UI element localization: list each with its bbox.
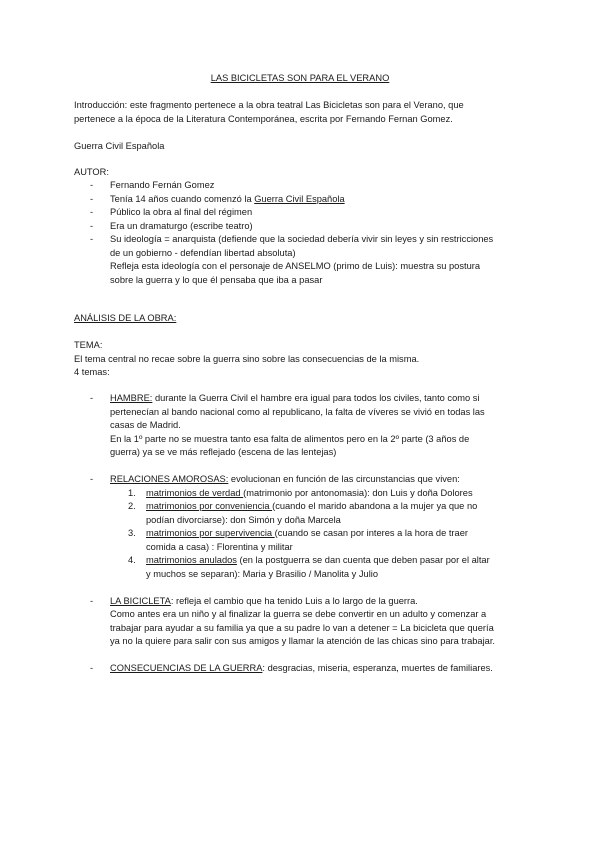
temas-list [74,392,544,676]
tema-heading: TEMA: [74,340,103,350]
relaciones-label: RELACIONES AMOROSAS: [110,474,229,484]
autor-list [74,179,544,287]
list-item: 2. matrimonios por conveniencia (cuando el marido abandona a la mujer ya que no podían divorciarse): don Simón y doña Marcela [128,501,478,525]
document-title: LAS BICICLETAS SON PARA EL VERANO [210,73,390,83]
tema-hambre: - HAMBRE: durante la Guerra Civil el hambre era igual para todos los civiles, tanto como si pertenecían al bando nacional como al republicano, la falta de víveres se vivió en todas las casas de Madrid. En la 1º parte no se muestra tanto esa falta de alimentos pero en la 2º parte (3 años de guerra) ya se ve más reflejado (escena de las lentejas) [74,392,544,473]
intro-line: Introducción: este fragmento pertenece a la obra teatral Las Bicicletas son para el Verano, que [74,100,464,110]
list-item: 1. matrimonios de verdad (matrimonio por antonomasia): don Luis y doña Dolores [128,487,473,498]
tema-bicicleta: - LA BICICLETA: refleja el cambio que ha tenido Luis a lo largo de la guerra. Como antes era un niño y al finalizar la guerra se debe convertir en un adulto y comenzar a trabajar para ayudar a su familia ya que a su padre lo van a detener = La bicicleta que quería ya no la quiere para salir con sus amigos y llamar la atención de las chicas sino para trabajar. [74,595,544,663]
intro-paragraph [74,99,544,126]
tema-relaciones: - RELACIONES AMOROSAS: evolucionan en función de las circunstancias que viven: 1. matrimonios de verdad (matrimonio por antonomasia): don Luis y doña Dolores 2. matrimonios por conveniencia (cuando el marido abandona a la mujer ya que no podían divorciarse): don Simón y doña Marcela 3. matrimonios por supervivencia (cuando se casan por interes a la hora de traer comida a casa) : Florentina y militar 4. matrimonios anulados (en la postguerra se dan cuenta que deben pasar por el altar y muchos se separan): Maria y Brasilio / Manolita y Julio [74,473,544,595]
list-item: - Público la obra al final del régimen [74,206,544,220]
list-item: 4. matrimonios anulados (en la postguerra se dan cuenta que deben pasar por el altar y muchos se separan): Maria y Brasilio / Manolita y Julio [128,555,490,579]
context-line: Guerra Civil Española [74,141,165,151]
list-item: 3. matrimonios por supervivencia (cuando se casan por interes a la hora de traer comida a casa) : Florentina y militar [128,528,468,552]
consecuencias-label: CONSECUENCIAS DE LA GUERRA [110,663,263,673]
tema-consecuencias: - CONSECUENCIAS DE LA GUERRA: desgracias, miseria, esperanza, muertes de familiares. [74,662,544,676]
list-item: - Era un dramaturgo (escribe teatro) [74,220,544,234]
analisis-heading: ANÁLISIS DE LA OBRA: [74,313,177,323]
relaciones-list [128,487,544,582]
guerra-civil-link: Guerra Civil Española [254,193,345,204]
tema-block [74,339,544,380]
hambre-label: HAMBRE: [110,393,153,403]
temas-count: 4 temas: [74,367,110,377]
list-item: - Fernando Fernán Gomez [74,179,544,193]
list-item: - Tenía 14 años cuando comenzó la Guerra Civil Española [74,193,544,207]
tema-text: El tema central no recae sobre la guerra sino sobre las consecuencias de la misma. [74,353,420,364]
bicicleta-label: LA BICICLETA [110,595,171,606]
autor-heading: AUTOR: [74,167,109,177]
list-item: - Su ideología = anarquista (defiende que la sociedad debería vivir sin leyes y sin restricciones de un gobierno - defendían libertad absoluta) Refleja esta ideología con el personaje de ANSELMO (primo de Luis): muestra su postura sobre la guerra y lo que él pensaba que iba a pasar [74,233,544,287]
intro-line: pertenece a la época de la Literatura Contemporánea, escrita por Fernando Fernan Gomez. [74,113,453,124]
